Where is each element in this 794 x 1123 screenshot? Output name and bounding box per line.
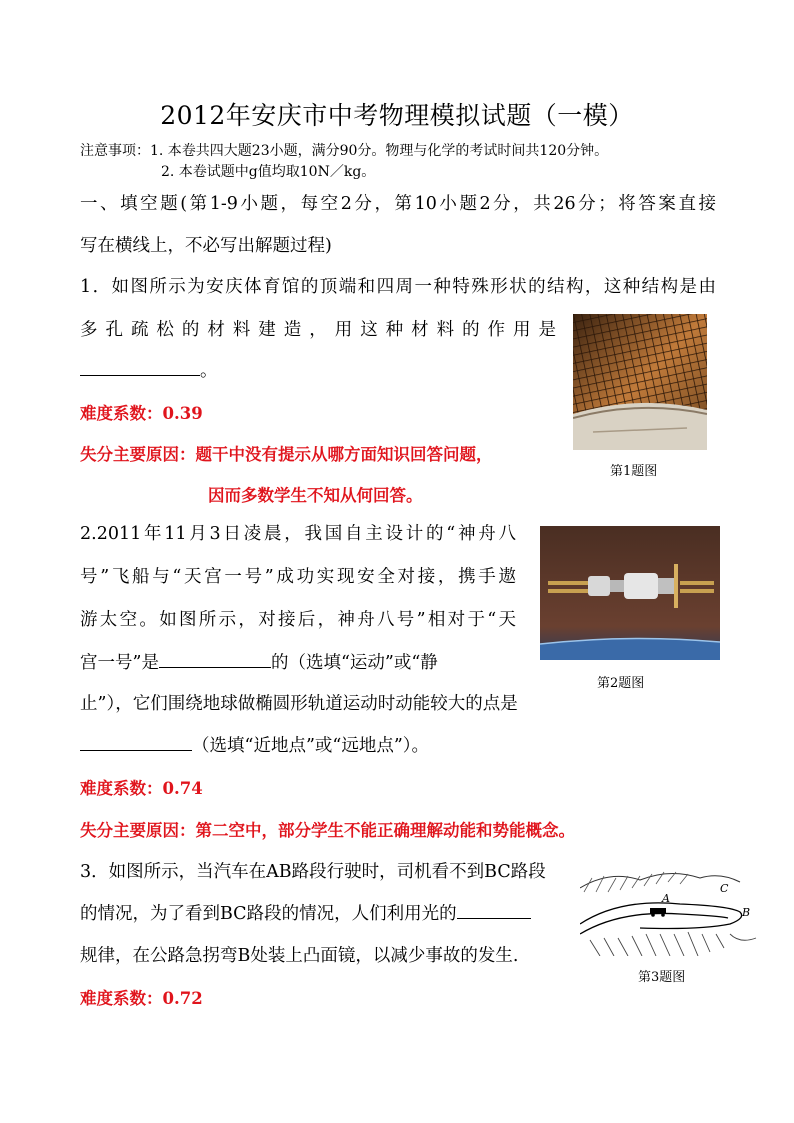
q1-reason-line-2: 因而多数学生不知从何回答。 xyxy=(208,486,423,505)
q2-blank-1[interactable] xyxy=(159,651,271,668)
notes-line-1: 注意事项：1. 本卷共四大题23小题，满分90分。物理与化学的考试时间共120分钟。 xyxy=(80,143,609,159)
figure-2-caption: 第2题图 xyxy=(597,676,645,691)
q1-blank[interactable] xyxy=(80,359,200,376)
road-sketch xyxy=(580,868,766,956)
spacecraft-docking-image xyxy=(540,526,720,660)
q3-line-2-text: 的情况，为了看到BC路段的情况，人们利用光的 xyxy=(80,904,457,924)
q1-reason-line-1: 失分主要原因：题干中没有提示从哪方面知识回答问题， xyxy=(80,445,493,464)
label-c: C xyxy=(720,882,729,895)
q1-line-2: 多孔疏松的材料建造，用这种材料的作用是 xyxy=(80,320,556,340)
q3-line-1: 3．如图所示，当汽车在AB路段行驶时，司机看不到BC路段 xyxy=(80,862,546,882)
q3-difficulty: 难度系数：0.72 xyxy=(80,989,203,1008)
q2-line-4-end: 的（选填“运动”或“静 xyxy=(270,653,438,673)
q2-reason: 失分主要原因：第二空中，部分学生不能正确理解动能和势能概念。 xyxy=(80,821,575,840)
q2-line-6-end: （选填“近地点”或“远地点”）。 xyxy=(192,736,430,756)
q1-answer-line xyxy=(80,357,218,382)
figure-1-caption: 第1题图 xyxy=(610,464,658,479)
label-a: A xyxy=(662,892,670,905)
q2-line-3: 游太空。如图所示，对接后，神舟八号”相对于“天 xyxy=(80,610,516,630)
q2-line-2: 号”飞船与“天宫一号”成功实现安全对接，携手遨 xyxy=(80,567,516,587)
section-heading-line-1: 一、填空题(第1-9小题，每空2分，第10小题2分，共26分；将答案直接 xyxy=(80,194,716,214)
q3-line-2 xyxy=(80,900,531,925)
q2-line-4 xyxy=(80,649,438,674)
q2-blank-2[interactable] xyxy=(80,734,192,751)
q2-line-4-start: 宫一号”是 xyxy=(80,653,159,673)
q1-line-1: 1．如图所示为安庆体育馆的顶端和四周一种特殊形状的结构，这种结构是由 xyxy=(80,277,716,297)
section-heading-line-2: 写在横线上，不必写出解题过程) xyxy=(80,236,332,256)
q3-line-3: 规律，在公路急拐弯B处装上凸面镜，以减少事故的发生. xyxy=(80,946,519,966)
page-title: 2012年安庆市中考物理模拟试题（一模） xyxy=(160,101,634,130)
q2-difficulty: 难度系数：0.74 xyxy=(80,779,203,798)
figure-1-photo xyxy=(573,314,707,450)
gym-ceiling-image xyxy=(573,314,707,450)
figure-3-caption: 第3题图 xyxy=(638,970,686,985)
q1-difficulty: 难度系数：0.39 xyxy=(80,404,203,423)
q2-line-1: 2.2011年11月3日凌晨，我国自主设计的“神舟八 xyxy=(80,524,516,544)
figure-3-diagram xyxy=(580,868,766,956)
notes-line-2: 2. 本卷试题中g值均取10N／kg。 xyxy=(161,164,376,180)
figure-2-photo xyxy=(540,526,720,660)
q2-line-5: 止”），它们围绕地球做椭圆形轨道运动时动能较大的点是 xyxy=(80,694,518,714)
q1-period: 。 xyxy=(200,361,218,381)
label-b: B xyxy=(742,906,751,919)
q3-blank[interactable] xyxy=(457,902,531,919)
q2-line-6 xyxy=(80,732,429,757)
